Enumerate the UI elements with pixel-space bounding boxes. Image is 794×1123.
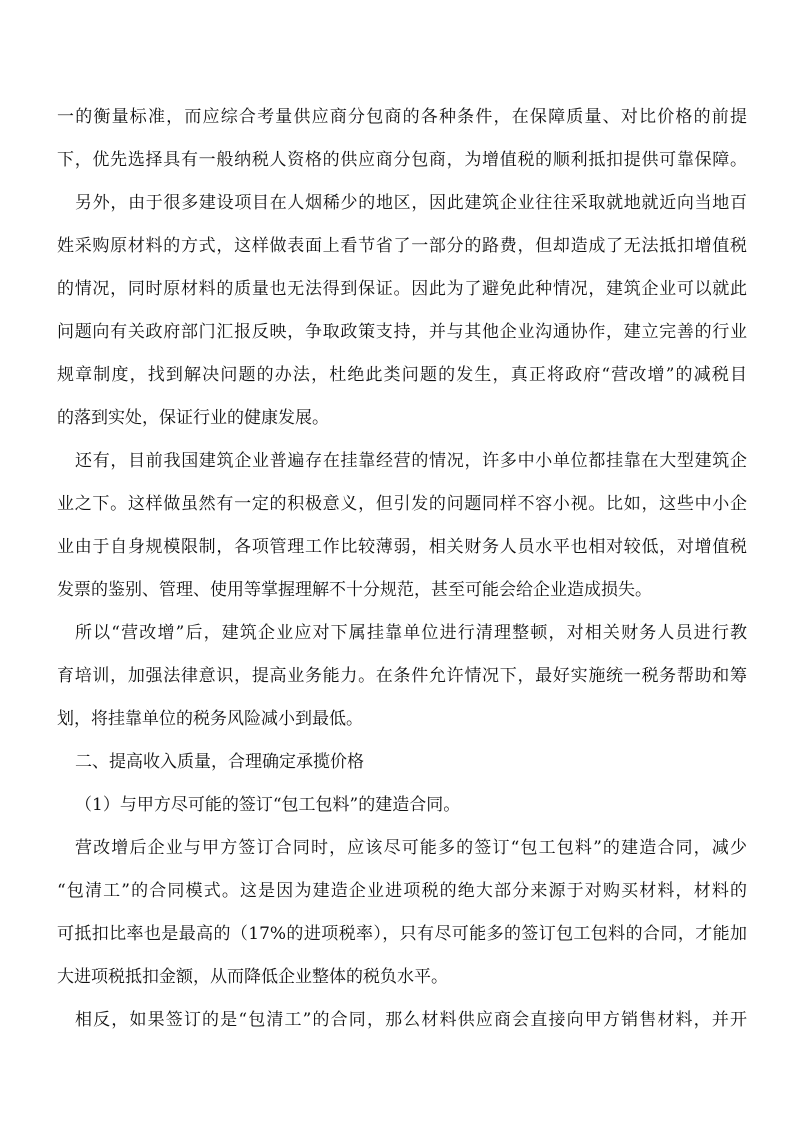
text-line: 的情况，同时原材料的质量也无法得到保证。因此为了避免此种情况，建筑企业可以就此 xyxy=(57,279,747,299)
paragraph-first-line: 相反，如果签订的是“包清工”的合同，那么材料供应商会直接向甲方销售材料，并开 xyxy=(75,1010,747,1030)
subsection-heading: （1）与甲方尽可能的签订“包工包料”的建造合同。 xyxy=(75,795,461,815)
paragraph-first-line: 营改增后企业与甲方签订合同时，应该尽可能多的签订“包工包料”的建造合同，减少 xyxy=(75,838,747,858)
text-line: 业由于自身规模限制，各项管理工作比较薄弱，相关财务人员水平也相对较低，对增值税 xyxy=(57,537,747,557)
paragraph-last-line: 发票的鉴别、管理、使用等掌握理解不十分规范，甚至可能会给企业造成损失。 xyxy=(57,580,652,600)
text-line: 业之下。这样做虽然有一定的积极意义，但引发的问题同样不容小视。比如，这些中小企 xyxy=(57,494,747,514)
paragraph-last-line: 划，将挂靠单位的税务风险减小到最低。 xyxy=(57,709,363,729)
paragraph-first-line: 另外，由于很多建设项目在人烟稀少的地区，因此建筑企业往往采取就地就近向当地百 xyxy=(75,193,747,213)
text-line: “包清工”的合同模式。这是因为建造企业进项税的绝大部分来源于对购买材料，材料的 xyxy=(57,881,747,901)
paragraph-last-line: 的落到实处，保证行业的健康发展。 xyxy=(57,408,329,428)
text-line: 一的衡量标准，而应综合考量供应商分包商的各种条件，在保障质量、对比价格的前提 xyxy=(57,107,747,127)
text-line: 问题向有关政府部门汇报反映，争取政策支持，并与其他企业沟通协作，建立完善的行业 xyxy=(57,322,747,342)
text-line: 规章制度，找到解决问题的办法，杜绝此类问题的发生，真正将政府“营改增”的减税目 xyxy=(57,365,747,385)
text-line: 姓采购原材料的方式，这样做表面上看节省了一部分的路费，但却造成了无法抵扣增值税 xyxy=(57,236,747,256)
paragraph-last-line: 大进项税抵扣金额，从而降低企业整体的税负水平。 xyxy=(57,967,448,987)
paragraph-first-line: 所以“营改增”后，建筑企业应对下属挂靠单位进行清理整顿，对相关财务人员进行教 xyxy=(75,623,747,643)
text-line: 可抵扣比率也是最高的（17%的进项税率），只有尽可能多的签订包工包料的合同，才能加 xyxy=(57,924,747,944)
section-heading: 二、提高收入质量，合理确定承揽价格 xyxy=(75,752,364,772)
paragraph-first-line: 还有，目前我国建筑企业普遍存在挂靠经营的情况，许多中小单位都挂靠在大型建筑企 xyxy=(75,451,747,471)
text-line: 育培训，加强法律意识，提高业务能力。在条件允许情况下，最好实施统一税务帮助和筹 xyxy=(57,666,747,686)
text-line: 下，优先选择具有一般纳税人资格的供应商分包商，为增值税的顺利抵扣提供可靠保障。 xyxy=(57,150,747,170)
